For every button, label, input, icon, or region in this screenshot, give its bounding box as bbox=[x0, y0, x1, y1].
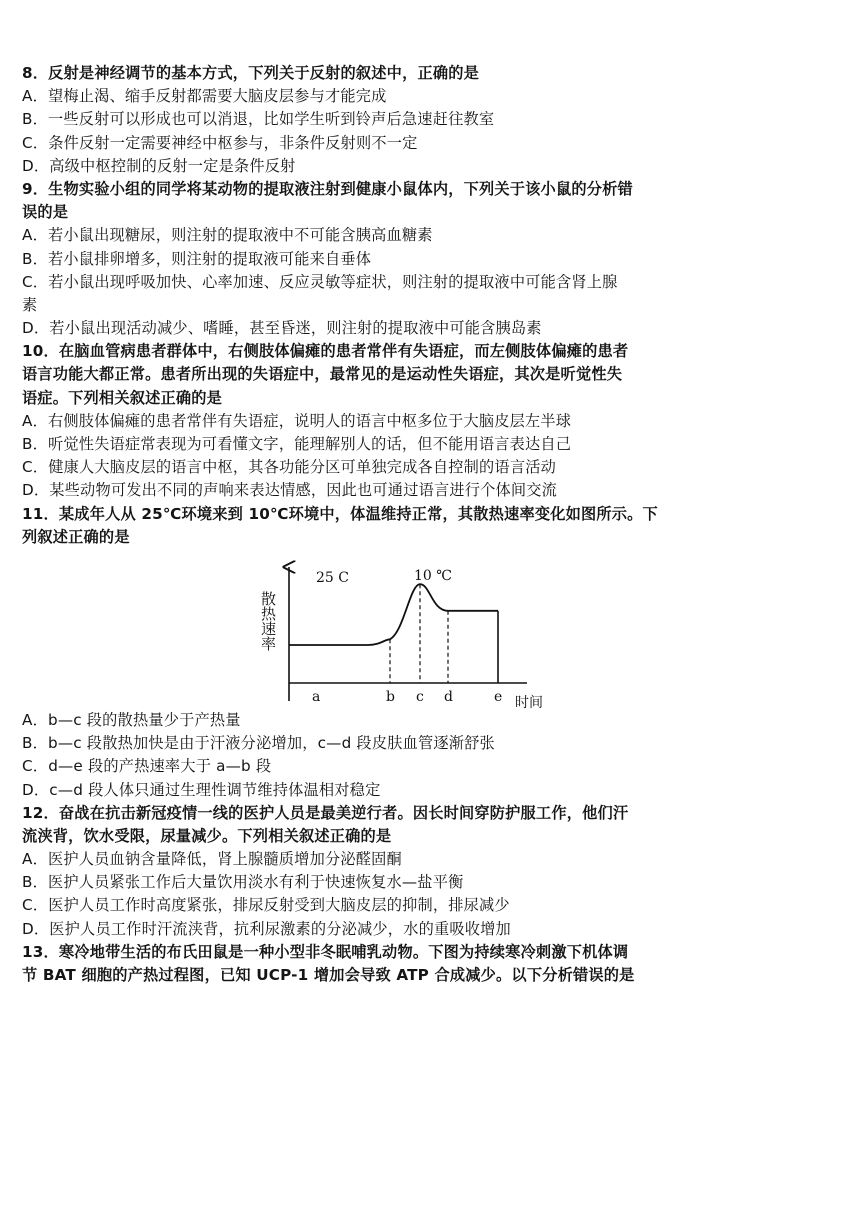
option-line: D．某些动物可发出不同的声响来表达情感，因此也可通过语言进行个体间交流 bbox=[22, 481, 558, 500]
question-stem-line: 列叙述正确的是 bbox=[22, 527, 130, 546]
option-line: C．条件反射一定需要神经中枢参与，非条件反射则不一定 bbox=[22, 133, 418, 152]
question-12 bbox=[22, 802, 842, 941]
question-stem-line: 流浃背，饮水受限，尿量减少。下列相关叙述正确的是 bbox=[22, 826, 392, 845]
heat-dissipation-figure bbox=[22, 549, 842, 709]
option-line: A．b—c 段的散热量少于产热量 bbox=[22, 710, 241, 729]
question-13 bbox=[22, 941, 842, 987]
option-line: A．望梅止渴、缩手反射都需要大脑皮层参与才能完成 bbox=[22, 87, 387, 106]
question-stem-line: 12．奋战在抗击新冠疫情一线的医护人员是最美逆行者。因长时间穿防护服工作，他们汗 bbox=[22, 803, 629, 822]
question-8 bbox=[22, 62, 842, 178]
question-stem-line: 语言功能大都正常。患者所出现的失语症中，最常见的是运动性失语症，其次是听觉性失 bbox=[22, 365, 623, 384]
option-line: B．若小鼠排卵增多，则注射的提取液可能来自垂体 bbox=[22, 249, 372, 268]
option-line: C．医护人员工作时高度紧张，排尿反射受到大脑皮层的抑制，排尿减少 bbox=[22, 896, 510, 915]
option-line: D．c—d 段人体只通过生理性调节维持体温相对稳定 bbox=[22, 780, 381, 799]
x-tick-label: a bbox=[312, 688, 321, 705]
x-tick-label: c bbox=[416, 688, 424, 705]
y-axis-label: 散热速率 bbox=[259, 590, 277, 651]
x-tick-label: b bbox=[386, 688, 395, 705]
question-10 bbox=[22, 340, 842, 502]
option-line: A．医护人员血钠含量降低，肾上腺髓质增加分泌醛固酮 bbox=[22, 850, 402, 869]
annotation-25c: 25 C bbox=[316, 569, 349, 586]
option-line: B．医护人员紧张工作后大量饮用淡水有利于快速恢复水—盐平衡 bbox=[22, 873, 464, 892]
option-line: B．b—c 段散热加快是由于汗液分泌增加，c—d 段皮肤血管逐渐舒张 bbox=[22, 734, 495, 753]
option-line: D．若小鼠出现活动减少、嗜睡，甚至昏迷，则注射的提取液中可能含胰岛素 bbox=[22, 319, 542, 338]
option-line: 素 bbox=[22, 295, 38, 314]
question-stem-line: 节 BAT 细胞的产热过程图，已知 UCP-1 增加会导致 ATP 合成减少。以下分析错误的是 bbox=[22, 966, 635, 984]
option-line: B．一些反射可以形成也可以消退，比如学生听到铃声后急速赶往教室 bbox=[22, 110, 495, 129]
exam-page bbox=[22, 62, 842, 987]
option-line: A．若小鼠出现糖尿，则注射的提取液中不可能含胰高血糖素 bbox=[22, 226, 433, 245]
question-stem-line: 语症。下列相关叙述正确的是 bbox=[22, 388, 223, 407]
series-line bbox=[289, 584, 498, 645]
option-line: B．听觉性失语症常表现为可看懂文字，能理解别人的话，但不能用语言表达自己 bbox=[22, 435, 572, 453]
heat-dissipation-chart bbox=[22, 549, 842, 709]
question-11 bbox=[22, 503, 842, 549]
option-line: C．d—e 段的产热速率大于 a—b 段 bbox=[22, 757, 272, 776]
question-stem-line: 8．反射是神经调节的基本方式，下列关于反射的叙述中，正确的是 bbox=[22, 64, 480, 82]
question-stem-line: 10．在脑血管病患者群体中，右侧肢体偏瘫的患者常伴有失语症，而左侧肢体偏瘫的患者 bbox=[22, 342, 629, 361]
option-line: C．健康人大脑皮层的语言中枢，其各功能分区可单独完成各自控制的语言活动 bbox=[22, 458, 556, 477]
question-stem-line: 误的是 bbox=[22, 203, 69, 222]
option-line: A．右侧肢体偏瘫的患者常伴有失语症，说明人的语言中枢多位于大脑皮层左半球 bbox=[22, 411, 572, 430]
annotation-10c: 10 ℃ bbox=[414, 567, 452, 584]
option-line: C．若小鼠出现呼吸加快、心率加速、反应灵敏等症状，则注射的提取液中可能含肾上腺 bbox=[22, 272, 618, 291]
option-line: D．医护人员工作时汗流浃背，抗利尿激素的分泌减少，水的重吸收增加 bbox=[22, 919, 511, 938]
x-tick-label: e bbox=[494, 688, 503, 705]
x-tick-label: d bbox=[444, 688, 453, 705]
question-stem-line: 13．寒冷地带生活的布氏田鼠是一种小型非冬眠哺乳动物。下图为持续寒冷刺激下机体调 bbox=[22, 942, 629, 961]
option-line: D．高级中枢控制的反射一定是条件反射 bbox=[22, 156, 296, 175]
question-stem-line: 11．某成年人从 25℃环境来到 10℃环境中，体温维持正常，其散热速率变化如图所示。下 bbox=[22, 504, 658, 523]
question-11-options bbox=[22, 709, 842, 802]
x-axis-label: 时间 bbox=[515, 694, 543, 709]
question-9 bbox=[22, 178, 842, 340]
question-stem-line: 9．生物实验小组的同学将某动物的提取液注射到健康小鼠体内，下列关于该小鼠的分析错 bbox=[22, 179, 633, 198]
